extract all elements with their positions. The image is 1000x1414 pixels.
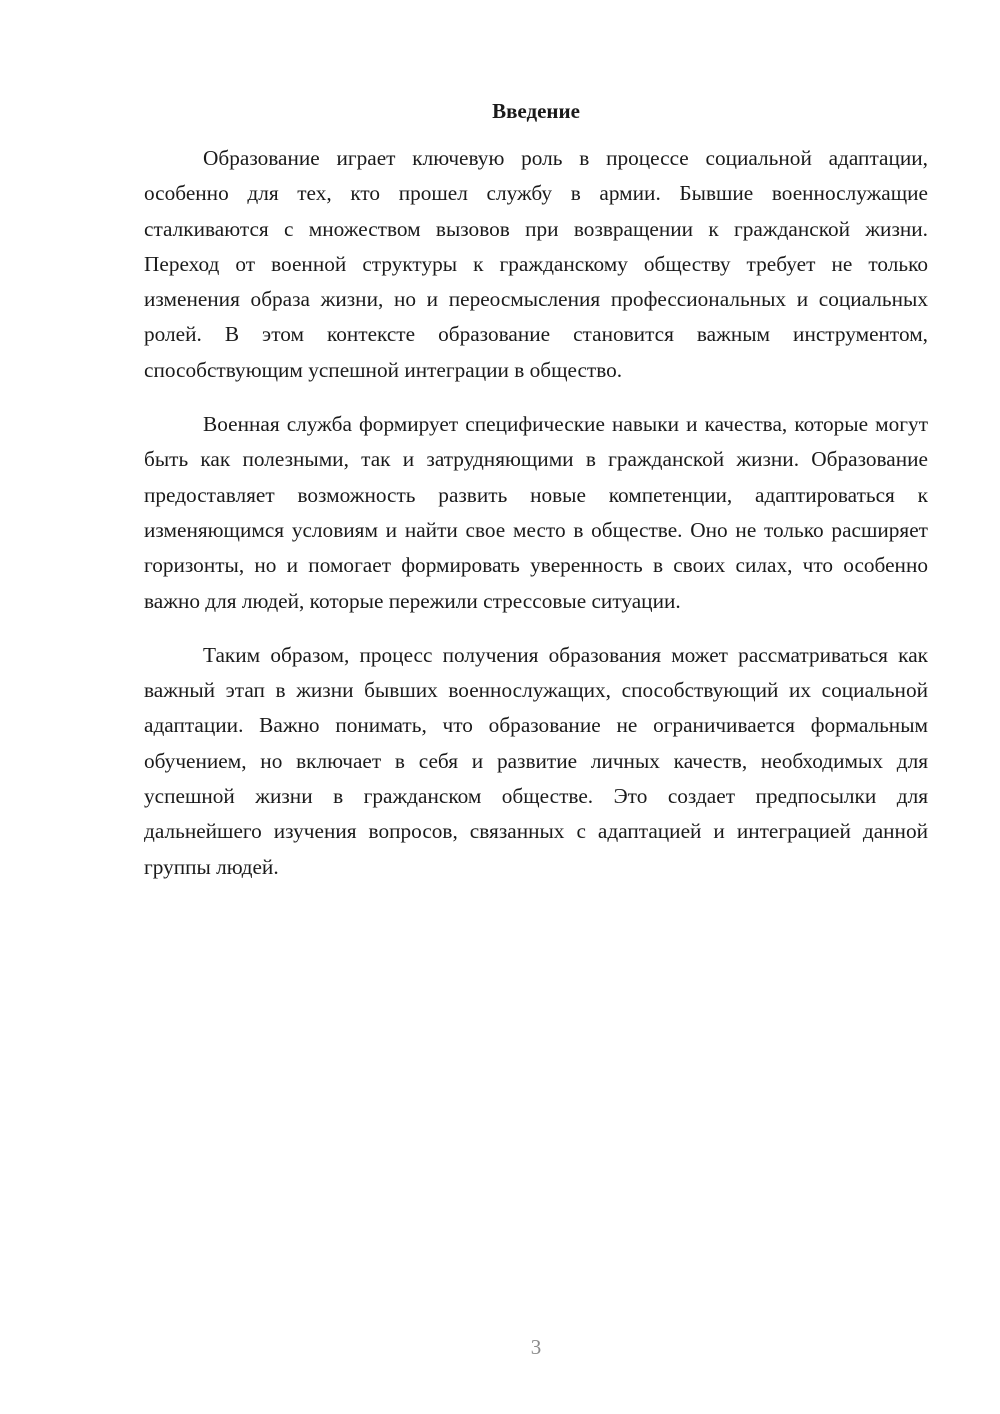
paragraph-3: Таким образом, процесс получения образования может рассматриваться как важный этап в жизни бывших военнослужащих, способствующий их социальной адаптации. Важно понимать, что образование не ограничивается формальным обучением, но включает в себя и развитие личных качеств, необходимых для успешной жизни в гражданском обществе. Это создает предпосылки для дальнейшего изучения вопросов, связанных с адаптацией и интеграцией данной группы людей.: [144, 642, 928, 879]
paragraph-2: Военная служба формирует специфические навыки и качества, которые могут быть как полезными, так и затрудняющими в гражданской жизни. Образование предоставляет возможность развить новые компетенции, адаптироваться к изменяющимся условиям и найти свое место в обществе. Оно не только расширяет горизонты, но и помогает формировать уверенность в своих силах, что особенно важно для людей, которые пережили стрессовые ситуации.: [144, 412, 928, 613]
page-number: 3: [530, 1335, 542, 1359]
section-title: Введение: [492, 99, 580, 123]
paragraph-1: Образование играет ключевую роль в процессе социальной адаптации, особенно для тех, кто прошел службу в армии. Бывшие военнослужащие сталкиваются с множеством вызовов при возвращении к гражданской жизни. Переход от военной структуры к гражданскому обществу требует не только изменения образа жизни, но и переосмысления профессиональных и социальных ролей. В этом контексте образование становится важным инструментом, способствующим успешной интеграции в общество.: [144, 146, 928, 382]
page-content: [144, 94, 928, 904]
